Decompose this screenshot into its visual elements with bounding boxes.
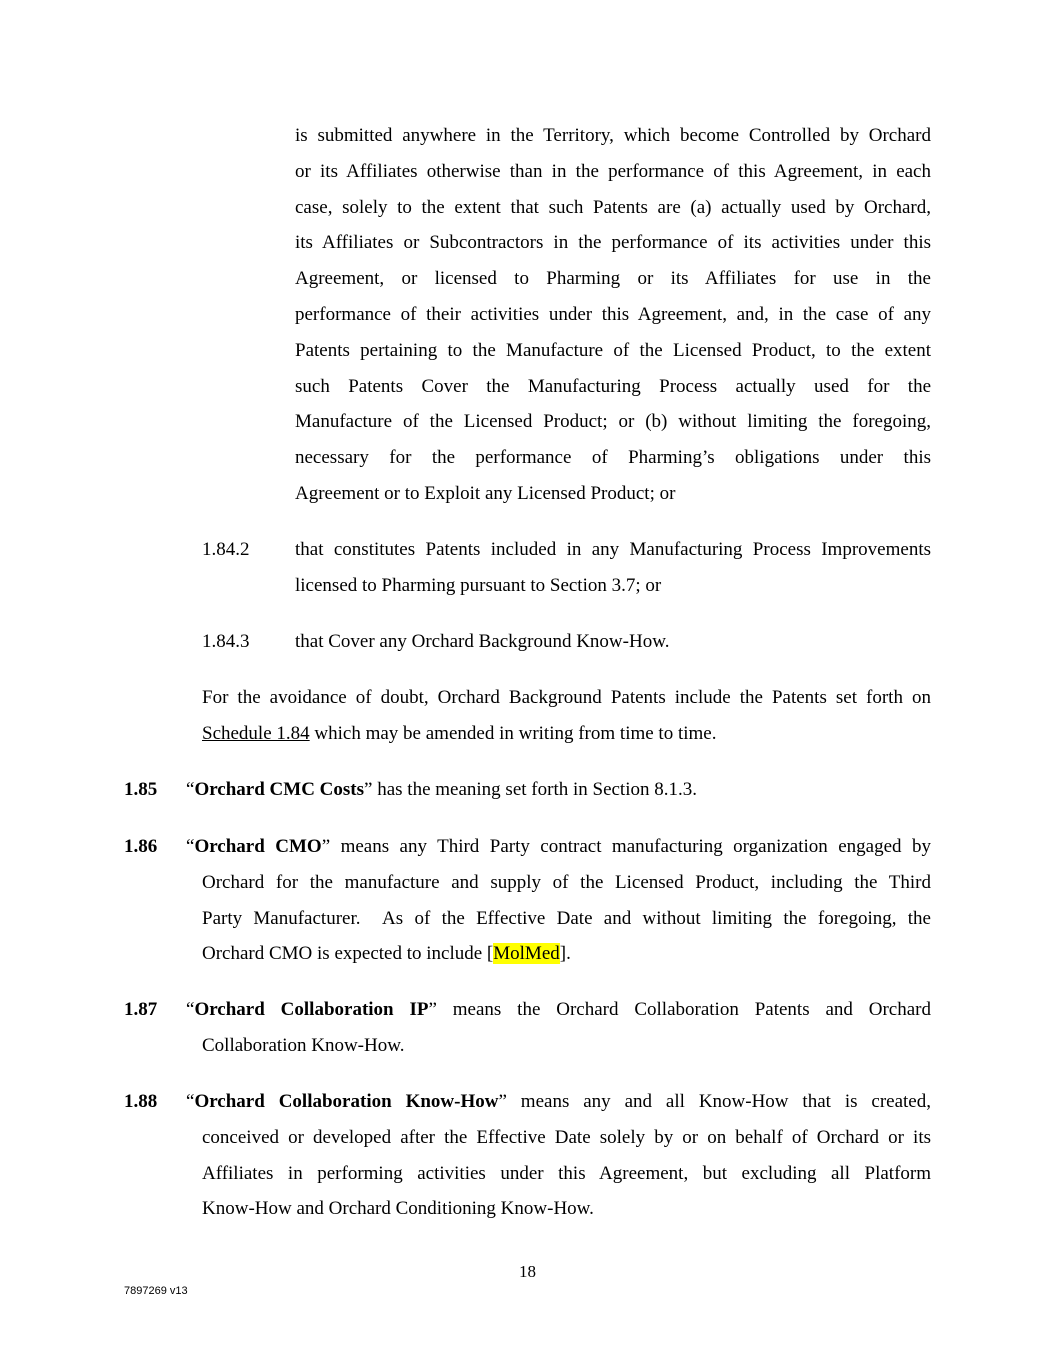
paragraph-line: Agreement or to Exploit any Licensed Product; or (295, 482, 676, 504)
definition-line (186, 772, 931, 808)
paragraph-line: is submitted anywhere in the Territory, which become Controlled by Orchard (295, 125, 931, 146)
paragraph-line: Patents pertaining to the Manufacture of the Licensed Product, to the extent (295, 339, 931, 361)
highlighted-text: MolMed (493, 943, 560, 965)
definition-rest: means any Third Party contract manufacturing organization engaged by (330, 836, 931, 857)
avoidance-line: For the avoidance of doubt, Orchard Background Patents include the Patents set forth on (202, 687, 931, 708)
avoidance-line (202, 716, 931, 752)
definition-rest: means any and all Know-How that is created, (506, 1091, 931, 1112)
close-quote: ” (364, 779, 373, 800)
definition-line: Know-How and Orchard Conditioning Know-How. (202, 1198, 594, 1220)
definition-line: Orchard for the manufacture and supply of the Licensed Product, including the Third (202, 871, 931, 893)
definition-number: 1.86 (124, 836, 158, 857)
definition-text (186, 772, 931, 808)
definition-line: Collaboration Know-How. (202, 1034, 405, 1056)
open-quote: “ (186, 1091, 195, 1112)
page-number: 18 (519, 1262, 536, 1281)
sub-item-line: that Cover any Orchard Background Know-How. (295, 631, 670, 652)
close-quote: ” (428, 999, 437, 1020)
definition-number: 1.88 (124, 1091, 158, 1112)
defined-term: Orchard Collaboration IP (194, 999, 429, 1020)
definition-line (186, 992, 931, 1028)
definition-line: Party Manufacturer. As of the Effective Date and without limiting the foregoing, the (202, 907, 931, 929)
definition-text (186, 1084, 931, 1227)
sub-item-number: 1.84.3 (202, 631, 250, 652)
sub-item-text (295, 624, 931, 660)
open-quote: “ (186, 779, 195, 800)
paragraph-line: case, solely to the extent that such Patents are (a) actually used by Orchard, (295, 196, 931, 218)
definition-number: 1.85 (124, 779, 158, 800)
definition-line (186, 1084, 931, 1120)
defined-term: Orchard CMO (194, 836, 322, 857)
definition-text (186, 829, 931, 972)
definition-line (186, 829, 931, 865)
document-version: 7897269 v13 (124, 1285, 188, 1297)
definition-text-after: ]. (559, 943, 571, 965)
paragraph-line: its Affiliates or Subcontractors in the performance of its activities under this (295, 232, 931, 254)
definition-rest: has the meaning set forth in Section 8.1.3. (372, 779, 697, 800)
paragraph-line: such Patents Cover the Manufacturing Process actually used for the (295, 375, 931, 397)
paragraph-line: Manufacture of the Licensed Product; or (b) without limiting the foregoing, (295, 411, 931, 433)
sub-item-line: licensed to Pharming pursuant to Section 3.7; or (295, 574, 662, 596)
avoidance-paragraph (202, 680, 931, 752)
continued-paragraph (295, 118, 931, 512)
paragraph-line: Agreement, or licensed to Pharming or its Affiliates for use in the (295, 268, 931, 290)
definition-line: Affiliates in performing activities under this Agreement, but excluding all Platform (202, 1162, 931, 1184)
sub-item-line: that constitutes Patents included in any Manufacturing Process Improvements (295, 539, 931, 560)
open-quote: “ (186, 999, 195, 1020)
sub-item-text (295, 532, 931, 604)
paragraph-line: performance of their activities under this Agreement, and, in the case of any (295, 303, 931, 325)
open-quote: “ (186, 836, 195, 857)
avoidance-rest: which may be amended in writing from time to time. (309, 722, 717, 744)
paragraph-line: or its Affiliates otherwise than in the performance of this Agreement, in each (295, 160, 931, 182)
definition-text-before: Orchard CMO is expected to include [ (202, 943, 494, 965)
definition-line: conceived or developed after the Effective Date solely by or on behalf of Orchard or its (202, 1126, 931, 1148)
definition-number: 1.87 (124, 999, 158, 1020)
schedule-link[interactable]: Schedule 1.84 (202, 722, 310, 744)
defined-term: Orchard CMC Costs (194, 779, 365, 800)
sub-item-number: 1.84.2 (202, 539, 250, 560)
definition-text (186, 992, 931, 1064)
close-quote: ” (498, 1091, 507, 1112)
definition-rest: means the Orchard Collaboration Patents and Orchard (436, 999, 931, 1020)
defined-term: Orchard Collaboration Know-How (194, 1091, 499, 1112)
paragraph-line: necessary for the performance of Pharming’s obligations under this (295, 447, 931, 469)
close-quote: ” (321, 836, 331, 857)
definition-line (186, 936, 931, 972)
